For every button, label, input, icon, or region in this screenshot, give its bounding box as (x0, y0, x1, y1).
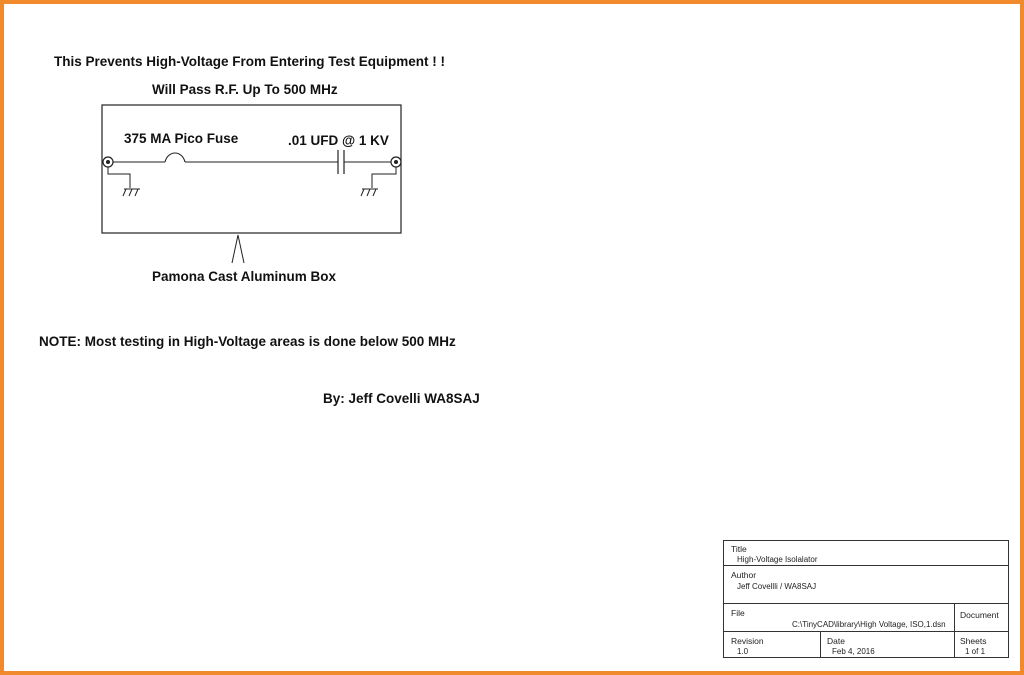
capacitor-label: .01 UFD @ 1 KV (288, 133, 389, 148)
title-value: High-Voltage Isolalator (737, 555, 818, 564)
box-label: Pamona Cast Aluminum Box (152, 269, 337, 284)
file-row (724, 604, 1008, 632)
title-block (723, 540, 1009, 658)
note-text: NOTE: Most testing in High-Voltage areas is done below 500 MHz (39, 334, 456, 349)
sheets-caption: Sheets (960, 636, 987, 646)
divider-left (820, 632, 821, 657)
divider-right (954, 604, 955, 657)
sheets-value: 1 of 1 (965, 647, 986, 656)
subheadline: Will Pass R.F. Up To 500 MHz (152, 82, 338, 97)
headline: This Prevents High-Voltage From Entering Test Equipment ! ! (54, 54, 446, 69)
revision-value: 1.0 (737, 647, 749, 656)
right-ground-symbol (361, 167, 396, 196)
author-caption: Author (731, 570, 757, 580)
left-ground-symbol (108, 167, 140, 196)
box-pointer-arrow (232, 235, 244, 263)
title-caption: Title (731, 544, 747, 554)
right-connector-symbol (391, 157, 401, 167)
revision-caption: Revision (731, 636, 764, 646)
left-connector-symbol (103, 157, 113, 167)
date-caption: Date (827, 636, 845, 646)
fuse-symbol (165, 153, 185, 162)
author-value: Jeff Covellli / WA8SAJ (737, 582, 817, 591)
byline: By: Jeff Covelli WA8SAJ (323, 391, 480, 406)
fuse-label: 375 MA Pico Fuse (124, 131, 239, 146)
author-row (724, 566, 1008, 604)
file-value: C:\TinyCAD\library\High Voltage, ISO,1.dsn (792, 620, 946, 629)
enclosure-box (102, 105, 401, 233)
document-caption: Document (960, 610, 999, 620)
title-row (724, 541, 1008, 566)
date-value: Feb 4, 2016 (832, 647, 875, 656)
file-caption: File (731, 608, 745, 618)
